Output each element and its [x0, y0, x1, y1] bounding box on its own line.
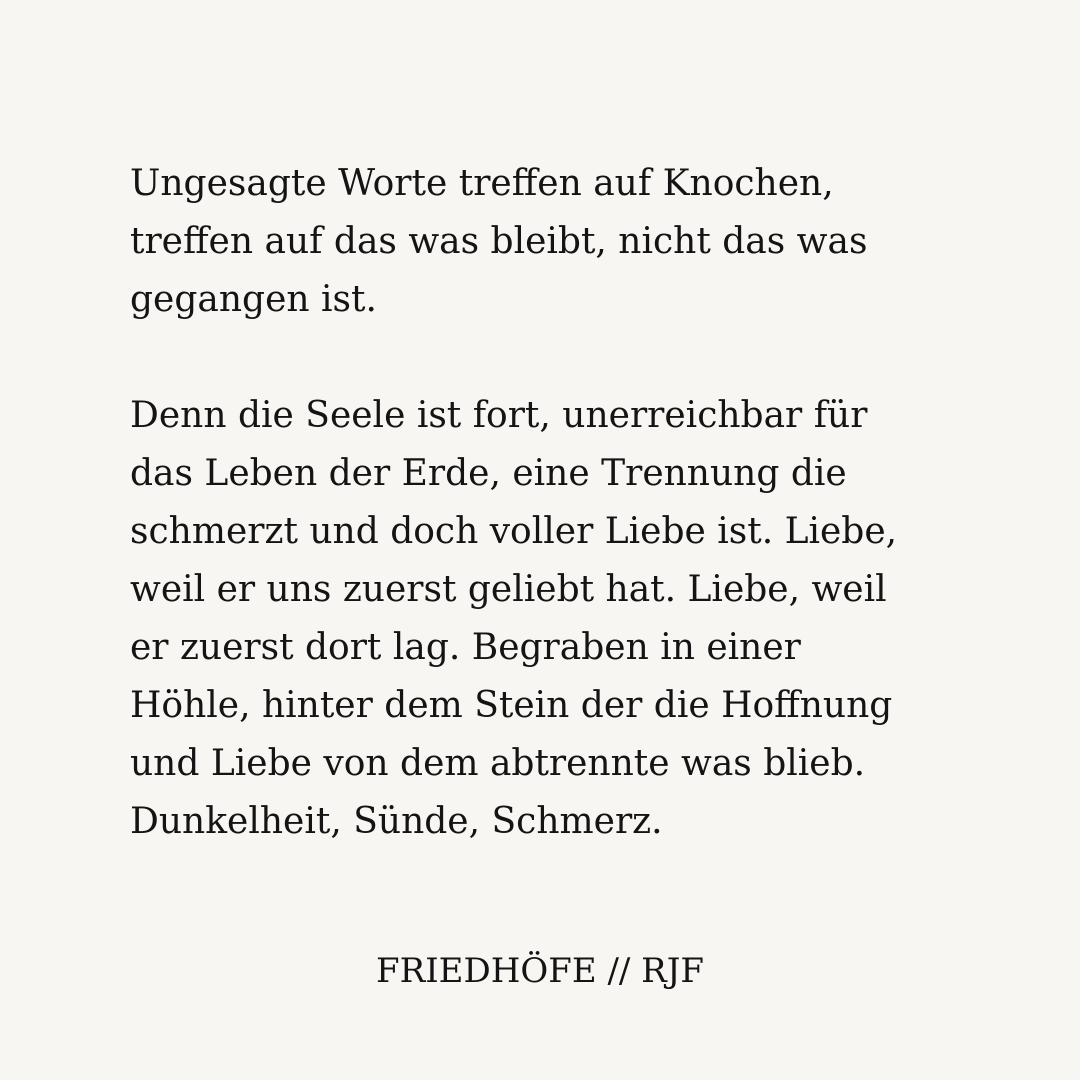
poem-line: gegangen ist.: [130, 279, 377, 320]
poem-line: schmerzt und doch voller Liebe ist. Liebe,: [130, 511, 898, 552]
poem-line: und Liebe von dem abtrennte was blieb.: [130, 743, 866, 784]
poem-line: das Leben der Erde, eine Trennung die: [130, 453, 847, 494]
poem-line: Dunkelheit, Sünde, Schmerz.: [130, 801, 663, 842]
poem-line: Denn die Seele ist fort, unerreichbar für: [130, 395, 868, 436]
poem-line: Ungesagte Worte treffen auf Knochen,: [130, 163, 834, 204]
poem-line: treffen auf das was bleibt, nicht das was: [130, 221, 868, 262]
poem-line: Höhle, hinter dem Stein der die Hoffnung: [130, 685, 893, 726]
signature: FRIEDHÖFE // RJF: [376, 951, 704, 991]
poem-line: weil er uns zuerst geliebt hat. Liebe, weil: [130, 569, 887, 610]
stanza-1: [130, 155, 990, 329]
poem-text: [130, 155, 990, 851]
stanza-2: [130, 387, 990, 851]
poem-line: er zuerst dort lag. Begraben in einer: [130, 627, 801, 668]
